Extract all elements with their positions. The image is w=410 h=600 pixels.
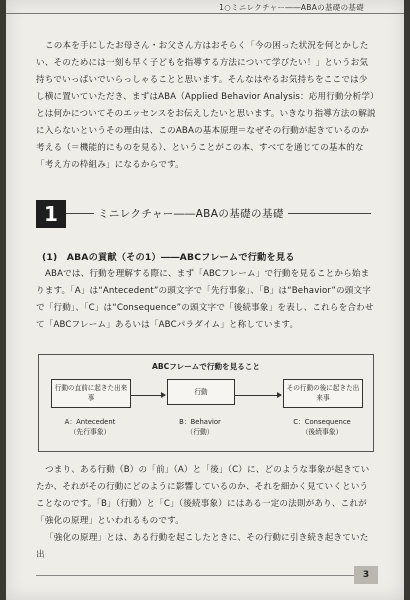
antecedent-caption-label: A：Antecedent xyxy=(64,418,116,426)
page-number: 3 xyxy=(354,566,378,584)
after-figure-paragraph: つまり、ある行動（B）の「前」（A）と「後」（C）に、どのような事象が起きていたか、それがその行動にどのように影響しているのか、それを細かく見ていくということなのです。「B」（行動）と「C」（後続事象）にはある一定の法則があり、これが「強化の原理」といわれるものです。 xyxy=(36,465,370,526)
behavior-caption-label: B：Behavior xyxy=(179,418,221,426)
arrow-b-to-c xyxy=(235,395,281,396)
antecedent-box: 行動の直前に起きた出来事 xyxy=(51,379,131,408)
consequence-box: その行動の後に起きた出来事 xyxy=(283,379,363,408)
behavior-caption-jp: （行動） xyxy=(186,428,214,436)
behavior-caption xyxy=(157,417,243,437)
abc-paragraph: ABAでは、行動を理解する際に、まず「ABCフレーム」で行動を見ることから始まります。「A」は“Antecedent”の頭文字で「先行事象」、「B」は“Behavior”の頭文字で「行動」、「C」は“Consequence”の頭文字で「後続事象」を表し、これらを合わせて「ABCフレーム」あるいは「ABCパラダイム」と称しています。 xyxy=(36,269,374,330)
figure-title: ABCフレームで行動を見ること xyxy=(151,362,261,371)
running-head xyxy=(6,0,404,18)
chapter-title: ミニレクチャー――ABAの基礎の基礎 xyxy=(94,206,288,221)
chapter-number: 1 xyxy=(36,200,66,228)
book-page xyxy=(6,0,404,600)
antecedent-caption-jp: （先行事象） xyxy=(69,428,111,436)
last-paragraph: 「強化の原理」とは、ある行動を起こしたときに、その行動に引き続き起きていた出 xyxy=(36,533,369,560)
consequence-caption-label: C：Consequence xyxy=(293,418,351,426)
header-rule xyxy=(6,13,404,14)
behavior-box: 行動 xyxy=(167,379,235,405)
antecedent-caption xyxy=(47,417,133,437)
consequence-caption xyxy=(275,417,369,437)
intro-paragraph: この本を手にしたお母さん・お父さん方はおそらく「今の困った状況を何とかしたい、そのためには一刻も早く子どもを指導する方法について学びたい！」というお気持ちでいっぱいでいらっしゃることと思います。そんなはやるお気持ちをここでは少し横に置いていただき、まずはABA（Applied Behavior Analysis：応用行動分析学）とは何かについてそのエッセンスをお伝えしたいと思います。いきなり指導方法の解説に入らないというその理由は、このABAの基本原理＝なぜその行動が起きているのか考える（＝機能的にものを見る）、ということがこの本、すべてを通じての基本的な「考え方の枠組み」になるからです。 xyxy=(36,41,376,170)
running-head-text: 1○ミニレクチャー――ABAの基礎の基礎 xyxy=(219,3,364,12)
section-heading: (1) ABAの貢献（その1）――ABCフレームで行動を見る xyxy=(42,252,295,263)
consequence-caption-jp: （後続事象） xyxy=(301,428,343,436)
arrow-a-to-b xyxy=(131,395,165,396)
abc-frame-figure xyxy=(38,354,374,452)
chapter-heading xyxy=(36,200,376,228)
footer-rule xyxy=(36,575,354,576)
